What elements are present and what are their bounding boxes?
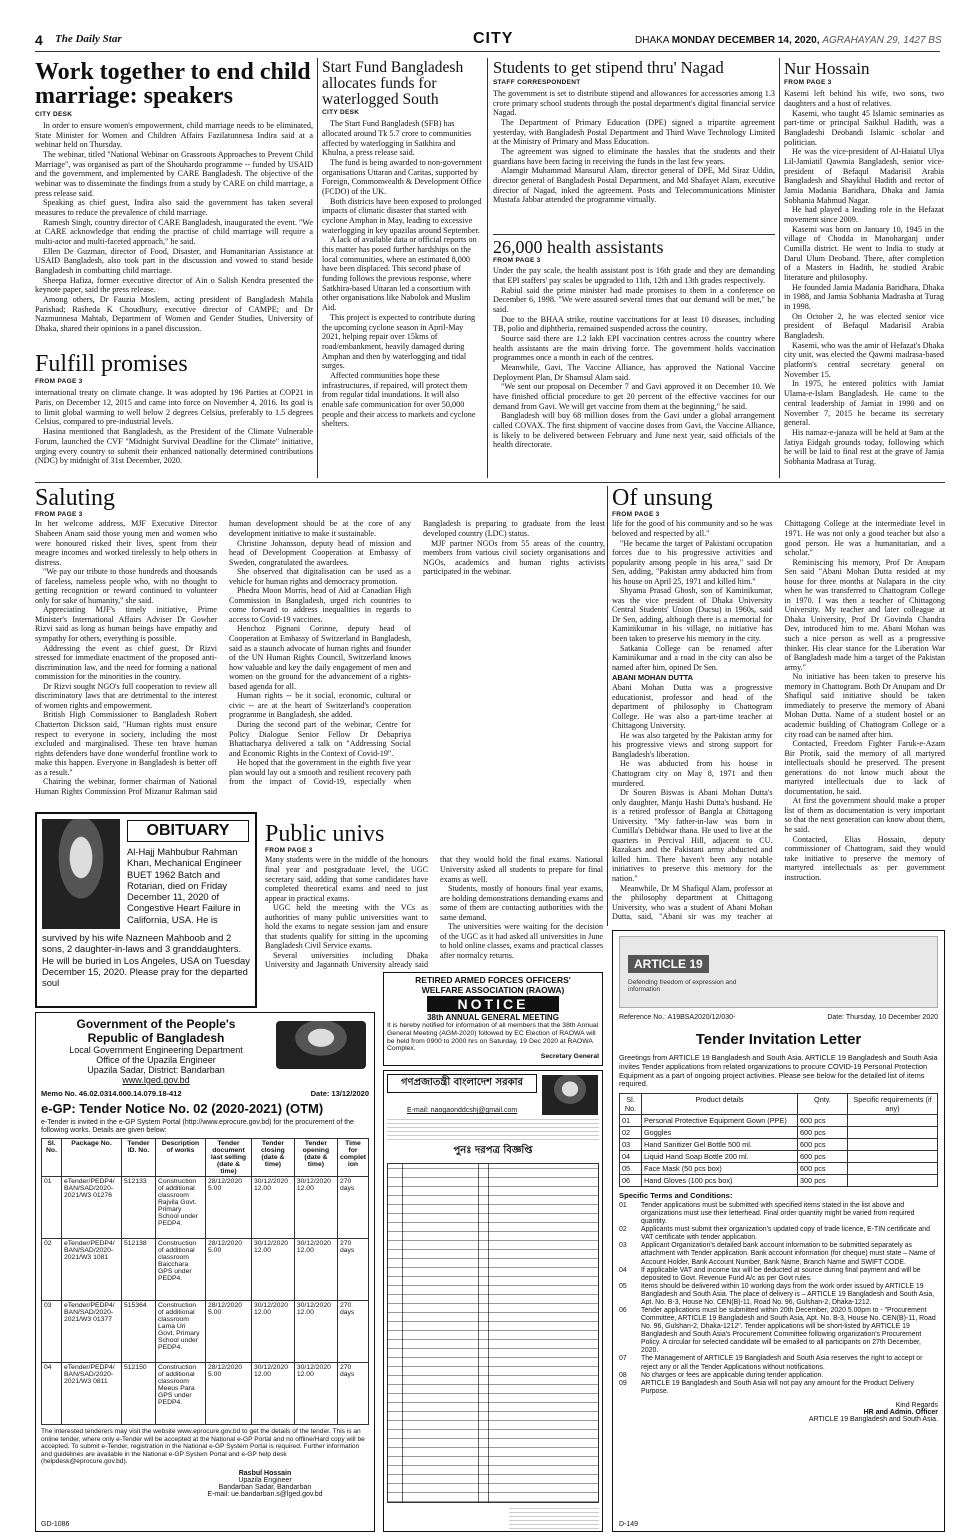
term-number: 08: [619, 1371, 627, 1379]
article19-terms-list: [619, 1202, 938, 1396]
paragraph: Kasemi, who was the amir of Hefazat's Dhaka city unit, was elected the Qawmi madrasa-based platform's central secretary general on November 15.: [784, 340, 944, 379]
paragraph: Bangladesh will buy 68 million doses from the Gavi under a global arrangement called COVAX. The first shipment of vaccine doses from Gavi, the Vaccine Alliance, is likely to be delivered between February and June next year, said officials of the health directorate.: [493, 411, 775, 450]
paragraph: Due to the BHAA strike, routine vaccinations for at least 10 diseases, including TB, polio and diphtheria, remained suspended across the country.: [493, 314, 775, 334]
table-cell: 600 pcs: [798, 1151, 848, 1163]
table-cell: 515364: [122, 1301, 156, 1363]
article-body: [265, 855, 603, 972]
paragraph: Sheepa Hafiza, former executive director of Ain o Salish Kendra presented the keynote paper, said the press release.: [35, 275, 313, 295]
article-stipend: [493, 60, 775, 232]
term-text: The Management of ARTICLE 19 Bangladesh and South Asia reserves the right to accept or reject any or all the Tender Applications without notifications.: [641, 1355, 923, 1371]
table-cell: 270 days: [337, 1239, 368, 1301]
lged-gov-1: Government of the People's: [76, 1017, 236, 1031]
lged-upazila: Upazila Sadar, District: Bandarban: [87, 1065, 225, 1075]
article19-tagline: Defending freedom of expression and information: [628, 979, 737, 993]
list-item: [619, 1380, 938, 1396]
paragraph: Henchoz Pignani Corinne, deputy head of Cooperation at Embassy of Switzerland in Bangladesh, said as a staunch advocate of human rights and founder of the UN Human Rights Council, Switzerland knows how valuable and key the daily engagement of men and women on the ground for the advancement of a rights-based agenda for all.: [229, 624, 411, 691]
headline: Nur Hossain: [784, 60, 870, 78]
table-cell: 600 pcs: [798, 1139, 848, 1151]
table-cell: 02: [42, 1239, 62, 1301]
article-health-assistants: [493, 238, 775, 480]
paragraph: Phedra Moon Morris, head of Aid at Canadian High Commission in Bangladesh, urged rich countries to come forward to address inequalities in regards to access to Covid-19 vaccines.: [229, 586, 411, 624]
table-cell: 28/12/2020 5.00: [206, 1177, 252, 1239]
paragraph: Several universities including Dhaka University and Jagannath University already said that they would hold the final exams. National University asked all students to prepare for final exams as well.: [265, 855, 603, 970]
table-cell: [848, 1163, 938, 1175]
table-cell: [848, 1151, 938, 1163]
lged-office: Office of the Upazila Engineer: [96, 1055, 216, 1065]
article-body: [493, 266, 775, 450]
bn-gov-header: গণপ্রজাতন্ত্রী বাংলাদেশ সরকার: [387, 1074, 537, 1093]
term-text: Items should be delivered within 10 working days from the work order issued by ARTICLE 19 Bangladesh and South Asia. The place of delivery is – ARTICLE 19 Bangladesh and South Asia, Apt. No. B-3, House No. CEN(B)-11, Road No. 96, Gulshan-2, Dhaka-1212.: [641, 1282, 935, 1306]
paragraph: Kasemi, who taught 45 Islamic seminaries as part-time or principal Saikhul Hadith, was a Bangladeshi Deobandi Islamic scholar and politician.: [784, 108, 944, 147]
list-item: [619, 1242, 938, 1266]
bn-title: পুনঃ দরপত্র বিজ্ঞপ্তি: [453, 1145, 533, 1156]
paragraph: Appreciating MJF's timely initiative, Prime Minister's International Affairs Adviser Dr Gowher Rizvi said as long as human beings have empathy and sympathy for others, everything is possible.: [35, 605, 217, 644]
table-cell: [848, 1139, 938, 1151]
paragraph: "He became the target of Pakistani occupation forces due to his progressive activities and popularity among people in his area," said Dr Sen, adding, "Pakistan army abducted him from his house on April 25, 1971 and killed him.": [612, 538, 773, 586]
lged-memo-row: [41, 1089, 369, 1098]
table-cell: Construction of additional classroom Baicchara GPS under PEDP4.: [156, 1239, 206, 1301]
headline: Public univs: [265, 822, 385, 847]
article-fulfill-promises: [35, 352, 313, 482]
paragraph: In order to ensure women's empowerment, child marriage needs to be eliminated, State Minister for Women and Children Affairs Fazilatunnesa Indira said at a webinar held on Thursday.: [35, 120, 313, 150]
table-header: Tender opening (date & time): [294, 1139, 337, 1177]
table-header: Description of works: [156, 1139, 206, 1177]
term-number: 03: [619, 1242, 627, 1250]
obituary-ad: [35, 812, 257, 1008]
lged-intro: e-Tender is invited in the e-GP System Portal (http://www.eprocure.gov.bd) for the procurement of the following works. Details are given below:: [41, 1119, 354, 1135]
paragraph: UGC held the meeting with the VCs as authorities of many public universities want to hold the exams to negate session jam and ensure that students qualify for sitting in the upcoming Bangladesh Civil Service exams.: [265, 903, 428, 951]
paragraph: Kasemi was born on January 10, 1945 in the village of Chodda in Manoharganj under Cumilla district. He went to India to study at Darul Ulum Deoband. There, after completion of a Masters in Hadith, he studied Arabic literature and philosophy.: [784, 224, 944, 283]
raowa-notice-ad: [383, 972, 603, 1066]
table-cell: 600 pcs: [798, 1115, 848, 1127]
table-cell: 30/12/2020 12.00: [294, 1301, 337, 1363]
lged-title: e-GP: Tender Notice No. 02 (2020-2021) (OTM): [41, 1101, 324, 1116]
paragraph: Addressing the event as chief guest, Dr Rizvi stressed for immediate enactment of the proposed anti-discrimination law, and the need for forming a national commission for the minorities in the country.: [35, 643, 217, 682]
paragraph: Reminiscing his memory, Prof Dr Anupam Sen said "Abani Mohan Dutta resided at my house for three months at Nalapara in the city when he was transferred to Chattogram College in 1970. I was then a teacher of Chittagong University. My teacher and later colleague at Dhaka University, Prof Dr Govinda Chandra Dev, introduced him to me. Abani Mohan was such a nice person as well as a progressive thinker. His clear stance for the Liberation War of Bangladesh made him a target of the Pakistan army.": [784, 557, 945, 672]
article19-regards: Kind Regards: [895, 1401, 938, 1409]
list-item: [619, 1372, 938, 1380]
mujib-logo: [276, 1021, 366, 1069]
column-rule: [779, 58, 780, 478]
term-number: 01: [619, 1202, 627, 1209]
list-item: [619, 1267, 938, 1283]
paragraph: international treaty on climate change. It was adopted by 196 Parties at COP21 in Paris, on December 12, 2015 and came into force on November 4, 2016. Its goal is to limit global warming to well below 2 degrees Celsius, preferably to 1.5 degrees Celsius, compared to pre-industrial levels.: [35, 388, 313, 427]
table-cell: Construction of additional classroom Lama Uri Govt. Primary School under PEDP4.: [156, 1301, 206, 1363]
subheading: ABANI MOHAN DUTTA: [612, 673, 694, 683]
table-cell: eTender/PEDP4/ BAN/SAD/2020-2021/W3 0811: [62, 1363, 122, 1425]
table-cell: 04: [42, 1363, 62, 1425]
article19-ad-code: D-149: [619, 1521, 639, 1528]
lged-tender-table: [41, 1138, 369, 1425]
byline: FROM PAGE 3: [35, 511, 83, 519]
table-cell: 01: [620, 1115, 642, 1127]
table-cell: 600 pcs: [798, 1163, 848, 1175]
paragraph: Shyama Prasad Ghosh, son of Kaminikumar, was the vice president of Dhaka University Central Students' Union (Ducsu) in 1960s, said Dr Sen, adding, although there is a memorial for Kaminikumar in his village, no initiative has been taken to preserve his memory in the city.: [612, 586, 773, 644]
section-rule: [493, 234, 775, 235]
article19-items-table: [619, 1093, 938, 1187]
paragraph: "We sent our proposal on December 7 and Gavi approved it on December 10. We have finished official procedure to get 20 percent of the effective vaccines for our demand from Gavi. We will get vaccine from them at the beginning," he said.: [493, 382, 775, 411]
headline: Fulfill promises: [35, 352, 188, 377]
paragraph: He was abducted from his house in Chattogram city on May 8, 1971 and then murdered.: [612, 759, 773, 788]
article-public-univs: [265, 822, 603, 972]
lged-ad-code: GD-1086: [41, 1521, 70, 1528]
term-text: No charges or fees are applicable during tender application.: [641, 1371, 824, 1379]
table-cell: 270 days: [337, 1363, 368, 1425]
raowa-title-1: RETIRED ARMED FORCES OFFICERS': [415, 975, 571, 985]
article-body: [35, 121, 313, 334]
paragraph: Contacted, Freedom Fighter Faruk-e-Azam Bir Protik, said the memory of all martyred intellectuals should be preserved. The present generations do not know much about the martyred intellectuals due to lack of documentation, he said.: [784, 739, 945, 796]
table-cell: 270 days: [337, 1301, 368, 1363]
lged-signer-title: Upazila Engineer: [238, 1476, 292, 1484]
article-child-marriage: [35, 60, 313, 350]
article19-org: ARTICLE 19 Bangladesh and South Asia.: [808, 1415, 938, 1423]
table-header: Sl. No.: [42, 1139, 62, 1177]
paragraph: Dr Souren Biswas is Abani Mohan Dutta's only daughter, Manju Hashi Dutta's husband. He is a retired professor of Bangla at Chittagong University. "My father-in-law was born in Cumilla's Debidwar thana. He used to live at the quarters in Percival Hill, adjacent to CU. Razakars and the Pakistani army abducted and killed him. There haven't been any notable initiatives to preserve this memory for the nation.": [612, 788, 773, 883]
table-header: Tender document last selling (date & time): [206, 1139, 252, 1177]
paragraph: He was the vice-president of Al-Haiatul Ulya Lil-Jamiatil Qawmia Bangladesh, senior vice-president of Befaqul Madarisil Arabia Bangladesh and Shaykhul Hadith and rector of Jamia Madania Baridhara, Dhaka and Jamia Sobhania Mahmud Nagar.: [784, 147, 944, 205]
table-cell: 30/12/2020 12.00: [251, 1363, 294, 1425]
byline: CITY DESK: [322, 109, 360, 117]
raowa-title-2: WELFARE ASSOCIATION (RAOWA): [421, 985, 565, 995]
paragraph: Under the pay scale, the health assistant post is 16th grade and they are demanding that EPI staffers' pay scales be upgraded to 11th, 12th and 13th grades respectively.: [493, 266, 775, 286]
table-row: [42, 1301, 369, 1363]
raowa-notice-banner: NOTICE: [427, 996, 559, 1012]
table-row: [620, 1163, 938, 1175]
paragraph: Dr Rizvi sought NGO's full cooperation to review all discriminatory laws that are detrimental to the interest of women rights and empowerment.: [35, 681, 217, 710]
paragraph: Many students were in the middle of the honours final year and postgraduate level, the UGC secretary said, adding that some candidates have completed theoretical exams and need to just appear in practical exams.: [265, 855, 428, 903]
article-nur-hossain: [784, 60, 944, 480]
paragraph: In 1975, he entered politics with Jamiat Ulama-e-Islam Bangladesh. He came to the central leadership of Jamiat in 1990 and on November 7, 2015 he became its secretary general.: [784, 379, 944, 428]
article-body: [784, 89, 944, 466]
headline: Start Fund Bangladesh allocates funds for waterlogged South: [322, 60, 464, 108]
table-cell: eTender/PEDP4/ BAN/SAD/2020-2021/W3 01377: [62, 1301, 122, 1363]
table-row: [42, 1177, 369, 1239]
paragraph: Chairing the webinar, former chairman of National Human Rights Commission Prof Mizanur Rahman said human development should be at the core of any development initiative to make it sustainable.: [35, 519, 411, 796]
article-body: [493, 89, 775, 205]
table-cell: 30/12/2020 12.00: [251, 1177, 294, 1239]
table-header: Time for complet ion: [337, 1139, 368, 1177]
paragraph: Both districts have been exposed to prolonged impacts of climatic disaster that started with cyclone Amphan in May, leading to excessive waterlogging in key upazilas around September.: [322, 196, 482, 235]
bn-table-placeholder: [387, 1163, 599, 1503]
article19-date: Date: Thursday, 10 December 2020: [827, 1014, 938, 1021]
table-row: [620, 1151, 938, 1163]
bangla-tender-notice: [383, 1070, 603, 1532]
table-cell: [848, 1127, 938, 1139]
article-saluting: [35, 486, 605, 808]
table-cell: Construction of additional classroom Rajvila Govt. Primary School under PEDP4.: [156, 1177, 206, 1239]
article-of-unsung: [612, 486, 945, 926]
column-rule: [317, 58, 318, 478]
table-cell: 30/12/2020 12.00: [294, 1239, 337, 1301]
paragraph: He founded Jamia Madania Baridhara, Dhaka in 1988, and Jamia Sobhania Madrasha at Turag in 1998.: [784, 282, 944, 312]
table-cell: Hand Gloves (100 pcs box): [642, 1175, 798, 1187]
headline: 26,000 health assistants: [493, 238, 664, 257]
paragraph: This project is expected to contribute during the upcoming cyclone season in April-May 2021, helping repair over 15kms of road/embankment, heavily damaged during Amphan and then by waterlogging and tidal surges.: [322, 312, 476, 371]
paragraph: Kasemi left behind his wife, two sons, two daughters and a host of relatives.: [784, 89, 944, 108]
lged-memo: Memo No. 46.02.0314.000.14.079.18-412: [41, 1089, 182, 1098]
paragraph: The webinar, titled "National Webinar on Grassroots Approaches to Prevent Child Marriage", was organised as part of the Shouhardo programme -- funded by USAID and the government, and implemented by CARE Bangladesh. The objective of the webinar was to disseminate the findings from a study by CARE on child marriage, a press release said.: [35, 149, 313, 198]
paragraph: MJF partner NGOs from 55 areas of the country, members from various civil society organisations and NGOs, academics and human rights activists participated in the webinar.: [423, 538, 605, 577]
article-start-fund: [322, 60, 482, 480]
lged-signer-email: E-mail: ue.bandarban.s@lged.gov.bd: [207, 1490, 323, 1498]
paragraph: A lack of available data or official reports on this matter has posed further hardships on the local communities, where an estimated 8,000 have been displaced. This second phase of funding follows the previous response, where Satkhira-based Uttaran led a consortium with other organisations like Nabolok and Muslim Aid.: [322, 235, 477, 313]
table-row: [42, 1239, 369, 1301]
lged-signer: Rasbul Hossain: [238, 1469, 292, 1477]
byline: CITY DESK: [35, 110, 73, 118]
table-header: Tender closing (date & time): [251, 1139, 294, 1177]
table-cell: 30/12/2020 12.00: [251, 1239, 294, 1301]
lged-signer-place: Bandarban Sadar, Bandarban: [218, 1483, 312, 1491]
lged-footer-note: The interested tenderers may visit the website www.eprocure.gov.bd to get the details of the tender. This is an online tender, where only e-Tender will be accepted at the National e-GP Portal and no offline/Hard copy will be accepted. To submit e-Tender, registration in the National e-GP System Portal is required. Further information and guidelines are available in the National e-GP System Portal and e-GP help desk (helpdesk@eprocure.gov.bd).: [41, 1428, 365, 1466]
obituary-text: Al-Hajj Mahbubur Rahman Khan, Mechanical Engineer BUET 1962 Batch and Rotarian, died on Friday December 11, 2020 of Congestive Heart Failure in California, USA. He is: [127, 846, 242, 925]
table-cell: 30/12/2020 12.00: [294, 1177, 337, 1239]
article19-intro: Greetings from ARTICLE 19 Bangladesh and South Asia. ARTICLE 19 Bangladesh and South Asia invites Tender applications from related organizations to procure COVID-19 Personal Protection Equipment as a part of ongoing project activities. Please see below for the detailed list of items required.: [619, 1053, 938, 1089]
table-cell: [848, 1175, 938, 1187]
paragraph: On October 2, he was elected senior vice president of Befaqul Madarisil Arabia Bangladesh.: [784, 311, 944, 341]
masthead-rule: [35, 51, 940, 52]
byline: FROM PAGE 3: [784, 79, 832, 87]
lged-header: [41, 1017, 271, 1085]
paragraph: "We pay our tribute to those hundreds and thousands of faceless, nameless people who, with no thought to getting recognition or reward continued to volunteer only for sake of humanity," she said.: [35, 567, 217, 605]
term-text: ARTICLE 19 Bangladesh and South Asia will not pay any amount for the Product Delivery Purpose.: [641, 1379, 914, 1395]
table-cell: 30/12/2020 12.00: [294, 1363, 337, 1425]
paragraph: Affected communities hope these infrastructures, if repaired, will protect them from regular tidal inundations. It will also enable safe communication for over 50,000 people and their access to markets and cyclone shelters.: [322, 370, 476, 429]
table-header: Qnty.: [798, 1094, 848, 1115]
paragraph: Alamgir Muhammad Mansurul Alam, director general of DPE, Md Siraz Uddin, director general of Bangladesh Postal Department, and Md Shafayet Alam, executive director of Nagad, inked the agreement. Posts and Telecommunications Minister Mustafa Jabbar attended the programme virtually.: [493, 166, 775, 205]
article-body: [35, 388, 313, 465]
paragraph: No initiative has been taken to preserve his memory in Chattogram. Both Dr Anupam and Dr Shafiqul said initiative should be taken immediately to preserve the memory of Abani Mohan Dutta. Name of a student hostel or an academic building of Chattogram College or a city road can be named after him.: [784, 672, 945, 739]
paragraph: At first the government should make a proper list of them as documentation is very important so that the next generation can know about them, he said.: [784, 796, 945, 834]
paper-name: The Daily Star: [55, 33, 122, 45]
table-cell: 600 pcs: [798, 1127, 848, 1139]
article19-terms-title: Specific Terms and Conditions:: [619, 1191, 733, 1200]
paragraph: The agreement was signed to eliminate the hassles that the students and their guardians have been facing in receiving the funds in the last few years.: [493, 146, 775, 166]
paragraph: The government is set to distribute stipend and allowances for accessories among 1.3 crore primary school students through the postal department's digital financial service Nagad.: [493, 88, 775, 118]
term-number: 09: [619, 1379, 627, 1387]
paragraph: The universities were waiting for the decision of the UGC as it had asked all universities in June to hold online classes, exams and practical classes after normalcy returns.: [440, 922, 603, 960]
table-header: Specific requirements (if any): [848, 1094, 938, 1115]
table-cell: Goggles: [642, 1127, 798, 1139]
table-header-row: [42, 1139, 369, 1177]
table-header: Package No.: [62, 1139, 122, 1177]
dateline-bengali-date: AGRAHAYAN 29, 1427 BS: [822, 35, 942, 46]
table-cell: 05: [620, 1163, 642, 1175]
raowa-signature: Secretary General: [540, 1053, 599, 1061]
paragraph: life for the good of his community and so he was beloved and respected by all.": [612, 519, 773, 539]
article-body: [322, 119, 482, 429]
bn-email: E-mail: naogaonddcshj@gmail.com: [407, 1107, 518, 1114]
table-header: Sl. No.: [620, 1094, 642, 1115]
bn-signature-placeholder: [509, 1507, 599, 1532]
term-number: 06: [619, 1307, 627, 1315]
paragraph: The Start Fund Bangladesh (SFB) has allocated around Tk 5.7 crore to communities affected by waterlogging in Satkhira and Khulna, a press release said.: [322, 119, 472, 158]
term-number: 04: [619, 1266, 627, 1274]
table-cell: Personal Protective Equipment Gown (PPE): [642, 1115, 798, 1127]
paragraph: Satkania College can be renamed after Kaminikumar and a road in the city can also be named after him, opined Dr Sen.: [612, 643, 773, 672]
table-cell: 512133: [122, 1177, 156, 1239]
paragraph: He hoped that the government in the eighth five year plan would lay out a smooth and resilient recovery path from the impact of Covid-19, especially when Bangladesh is preparing to graduate from the least developed country (LDC) status.: [229, 519, 605, 787]
term-text: Applicant Organization's detailed bank account information to be submitted separately as attachment with Tender application. Bank account information (for cheque) must state – Name of Account Holder, Bank Account Number, Bank Name, Branch Name and SWIFT CODE.: [641, 1242, 936, 1266]
term-number: 02: [619, 1226, 627, 1234]
table-cell: 03: [620, 1139, 642, 1151]
paragraph: His namaz-e-janaza will be held at 9am at the Jatiya Eidgah grounds today, following which he will be laid to final rest at the grave of Jamia Sobhania Madrasa at Turag.: [784, 427, 944, 466]
bn-text-placeholder: [387, 1118, 599, 1140]
paragraph: He was also targeted by the Pakistan army for his progressive views and strong support for Bangladesh's liberation.: [612, 730, 773, 759]
bn-logo: [542, 1075, 598, 1115]
table-row: [620, 1175, 938, 1187]
list-item: [619, 1307, 938, 1355]
paragraph: Students, mostly of honours final year exams, are holding demonstrations demanding exams and some of them are contacting authorities with the same demand.: [440, 884, 603, 922]
table-cell: 512150: [122, 1363, 156, 1425]
article19-logo: ARTICLE 19: [628, 955, 709, 973]
paragraph: The fund is being awarded to non-government organisations Uttaran and Caritas, supported by Foreign, Commonwealth & Development Office (FCDO) of the UK.: [322, 158, 482, 197]
article19-logo-block: [619, 936, 938, 1008]
obituary-photo: [42, 819, 120, 929]
article19-title: Tender Invitation Letter: [695, 1031, 862, 1048]
byline: FROM PAGE 3: [265, 847, 313, 855]
table-header: Tender ID. No.: [122, 1139, 156, 1177]
lged-website[interactable]: www.lged.gov.bd: [122, 1075, 190, 1085]
article-body: [612, 519, 945, 926]
article19-ref-row: [619, 1014, 938, 1021]
headline: Saluting: [35, 486, 116, 511]
table-cell: [848, 1115, 938, 1127]
table-cell: eTender/PEDP4/ BAN/SAD/2020-2021/W3 01276: [62, 1177, 122, 1239]
table-cell: 06: [620, 1175, 642, 1187]
article19-ref: Reference No.: A19BSA2020/12/030-: [619, 1014, 736, 1021]
term-number: 05: [619, 1282, 627, 1290]
dateline-city: DHAKA: [635, 35, 669, 46]
paragraph: Contacted, Elias Hossain, deputy commissioner of Chattogram, said they would take initiative to preserve the memory of martyred intellectuals as per government instruction.: [784, 834, 945, 882]
table-cell: 04: [620, 1151, 642, 1163]
lged-tender-ad: [35, 1012, 375, 1532]
paragraph: During the second part of the webinar, Centre for Policy Dialogue Senior Fellow Dr Debapriya Bhattacharya delivered a talk on "Addressing Social and Economic Rights in the Context of Covid-19".: [229, 719, 411, 758]
table-cell: 03: [42, 1301, 62, 1363]
table-cell: 512138: [122, 1239, 156, 1301]
term-text: Tender applications must be submitted with specified items stated in the list above and organizations must use their letterhead. Final order quantity might be varied from required quantity.: [641, 1202, 915, 1226]
paragraph: Abani Mohan Dutta was a progressive educationist, professor and head of the department of philosophy in Chattogram College. He was also a part-time teacher at Chittagong University.: [612, 683, 773, 731]
dateline: [635, 35, 942, 46]
paragraph: Meanwhile, Gavi, The Vaccine Alliance, has approved the National Vaccine Deployment Plan, Dr Shamsul Alam said.: [493, 363, 775, 382]
section-rule: [35, 482, 945, 483]
paragraph: She observed that digitalisation can be used as a vehicle for human rights and democracy promotion.: [229, 567, 411, 586]
paragraph: Ellen De Guzman, director of Food, Disaster, and Humanitarian Assistance at USAID Bangladesh, also took part in the discussion and vowed to stand beside Bangladesh in combatting child marriage.: [35, 246, 313, 276]
table-row: [620, 1127, 938, 1139]
list-item: [619, 1355, 938, 1371]
table-row: [620, 1139, 938, 1151]
dateline-date: MONDAY DECEMBER 14, 2020,: [671, 35, 820, 46]
article-body: [35, 519, 605, 805]
paragraph: The Department of Primary Education (DPE) signed a tripartite agreement yesterday, with Bangladesh Postal Department and Third Wave Technology Limited at the Ministry of Primary and Mass Education.: [493, 117, 775, 147]
paragraph: Among others, Dr Fauzia Moslem, acting president of Bangladesh Mahila Parishad; Rasheda K Choudhury, executive director of CAMPE; and Dr Nazmunnesa Mahtab, Department of Women and Gender Studies, University of Dhaka, shared their opinions in a panel discussion.: [35, 295, 313, 334]
paragraph: Hasina mentioned that Bangladesh, as the President of the Climate Vulnerable Forum, launched the CVF "Midnight Survival Deadline for the Climate" initiative, urging every country to submit their enhanced nationally determined contributions (NDC) by midnight of 31st December, 2020.: [35, 427, 313, 466]
table-header-row: [620, 1094, 938, 1115]
article19-tender-ad: [612, 930, 945, 1532]
table-cell: 30/12/2020 12.00: [251, 1301, 294, 1363]
headline: Work together to end child marriage: speakers: [35, 60, 311, 110]
list-item: [619, 1283, 938, 1307]
table-row: [620, 1115, 938, 1127]
column-rule: [607, 486, 608, 926]
table-cell: eTender/PEDP4/ BAN/SAD/2020-2021/W3 1081: [62, 1239, 122, 1301]
obituary-text-cont: survived by his wife Nazneen Mahboob and 2 sons, 2 daughter-in-laws and 3 granddaughters. He will be buried in Los Angeles, USA on Tuesday December 15, 2020. Please pray for the departed soul: [42, 932, 250, 989]
table-header: Product details: [642, 1094, 798, 1115]
byline: FROM PAGE 3: [493, 257, 541, 265]
list-item: [619, 1226, 938, 1242]
column-rule: [487, 58, 488, 478]
table-cell: Hand Sanitizer Gel Bottle 500 ml.: [642, 1139, 798, 1151]
table-cell: 270 days: [337, 1177, 368, 1239]
table-cell: 02: [620, 1127, 642, 1139]
headline: Of unsung: [612, 486, 713, 511]
page-number: 4: [35, 32, 43, 48]
article19-signer: HR and Admin. Officer: [863, 1408, 938, 1416]
term-text: If applicable VAT and income tax will be deducted at source during final payment and will be deposited to Govt. Revenue Fund A/c as per Govt rules.: [641, 1266, 921, 1282]
lged-gov-2: Republic of Bangladesh: [87, 1031, 225, 1045]
paragraph: Christine Johansson, deputy head of mission and head of Development Cooperation at Embassy of Sweden, congratulated the awardees.: [229, 538, 411, 567]
paragraph: Meanwhile, Dr M Shafiqul Alam, professor at the philosophy department at Chittagong University, who was a student of Abani Mohan Dutta, said, "Abani sir was my teacher at Chittagong College at the intermediate level in 1971. He was not only a good teacher but also a good person. He was a humanitarian, and a scholar.": [612, 519, 945, 922]
raowa-body: It is hereby notified for information of all members that the 38th Annual General Meeting (AGM-2020) followed by EC Election of RAOWA will be held from 0900 to 2000 hrs on Saturday, 19 Dec 2020 at RAOWA Complex.: [387, 1022, 599, 1053]
list-item: [619, 1202, 938, 1226]
term-text: Tender applications must be submitted within 20th December, 2020 5.00pm to - "Procurement Committee, ARTICLE 19 Bangladesh and South Asia, Apt. No. B-3, House No. CEN(B)-11, Road No. 96, Gulshan-2, Dhaka-1212". Tender applications will be short-listed by ARTICLE 19 Bangladesh and South Asia's Procurement Committee following organization's Procurement Policy. A circular for selected candidate will be emailed to all participants on 27th December, 2020.: [641, 1307, 936, 1355]
paragraph: Rabiul said the prime minister had made promises to them in a conference on December 6, 1998. "We were assured several times that our demand will be met," he said.: [493, 285, 775, 315]
table-cell: 28/12/2020 5.00: [206, 1363, 252, 1425]
table-row: [42, 1363, 369, 1425]
paragraph: Source said there are 1.2 lakh EPI vaccination centres across the country where health assistants are the main driving force. The government holds vaccination programmes once a month in each of the centres.: [493, 334, 775, 363]
table-cell: 01: [42, 1177, 62, 1239]
term-text: Applicants must submit their organization's updated copy of trade licence, E-TIN certificate and VAT certificate with tender application.: [641, 1226, 930, 1242]
headline: Students to get stipend thru' Nagad: [493, 60, 724, 77]
byline: FROM PAGE 3: [35, 378, 83, 386]
article19-signature: [619, 1402, 938, 1423]
byline: STAFF CORRESPONDENT: [493, 78, 581, 86]
table-cell: 28/12/2020 5.00: [206, 1239, 252, 1301]
table-cell: Construction of additional classroom Meeus Para GPS under PEDP4.: [156, 1363, 206, 1425]
lged-date: Date: 13/12/2020: [310, 1089, 369, 1098]
paragraph: He had played a leading role in the Hefazat movement since 2009.: [784, 205, 944, 225]
lged-signature: [161, 1470, 369, 1498]
table-cell: Liquid Hand Soap Bottle 200 ml.: [642, 1151, 798, 1163]
paragraph: Human rights -- be it social, economic, cultural or civic -- are at the heart of Switzerland's cooperation programme in Bangladesh, she added.: [229, 691, 411, 720]
term-number: 07: [619, 1355, 627, 1363]
paragraph: In her welcome address, MJF Executive Director Shaheen Anam said those young men and women who were honoured risked their lives, spent from their meagre incomes and worked tirelessly to help others in distress.: [35, 519, 217, 567]
table-cell: 300 pcs: [798, 1175, 848, 1187]
byline: FROM PAGE 3: [612, 511, 660, 519]
obituary-title: OBITUARY: [127, 820, 249, 842]
raowa-agm: 38th ANNUAL GENERAL MEETING: [427, 1013, 559, 1022]
lged-dept: Local Government Engineering Department: [69, 1045, 243, 1055]
paragraph: British High Commissioner to Bangladesh Robert Chatterton Dickson said, "Human rights must ensure respect to everyone in society, including the most excluded and marginalised. These ten brave human rights defenders have done wonderful frontline work to make this happen. Everyone in Bangladesh is better off as a result.": [35, 710, 217, 777]
paragraph: Speaking as chief guest, Indira also said the government has taken several measures to reduce the prevalence of child marriage.: [35, 198, 313, 217]
paragraph: Ramesh Singh, country director of CARE Bangladesh, inaugurated the event. "We at CARE acknowledge that ending the practise of child marriage will require a multi-actor and multi-faceted approach," he said.: [35, 217, 313, 246]
section-title: CITY: [473, 30, 514, 47]
masthead: [35, 30, 975, 50]
table-cell: 28/12/2020 5.00: [206, 1301, 252, 1363]
table-cell: Face Mask (50 pcs box): [642, 1163, 798, 1175]
